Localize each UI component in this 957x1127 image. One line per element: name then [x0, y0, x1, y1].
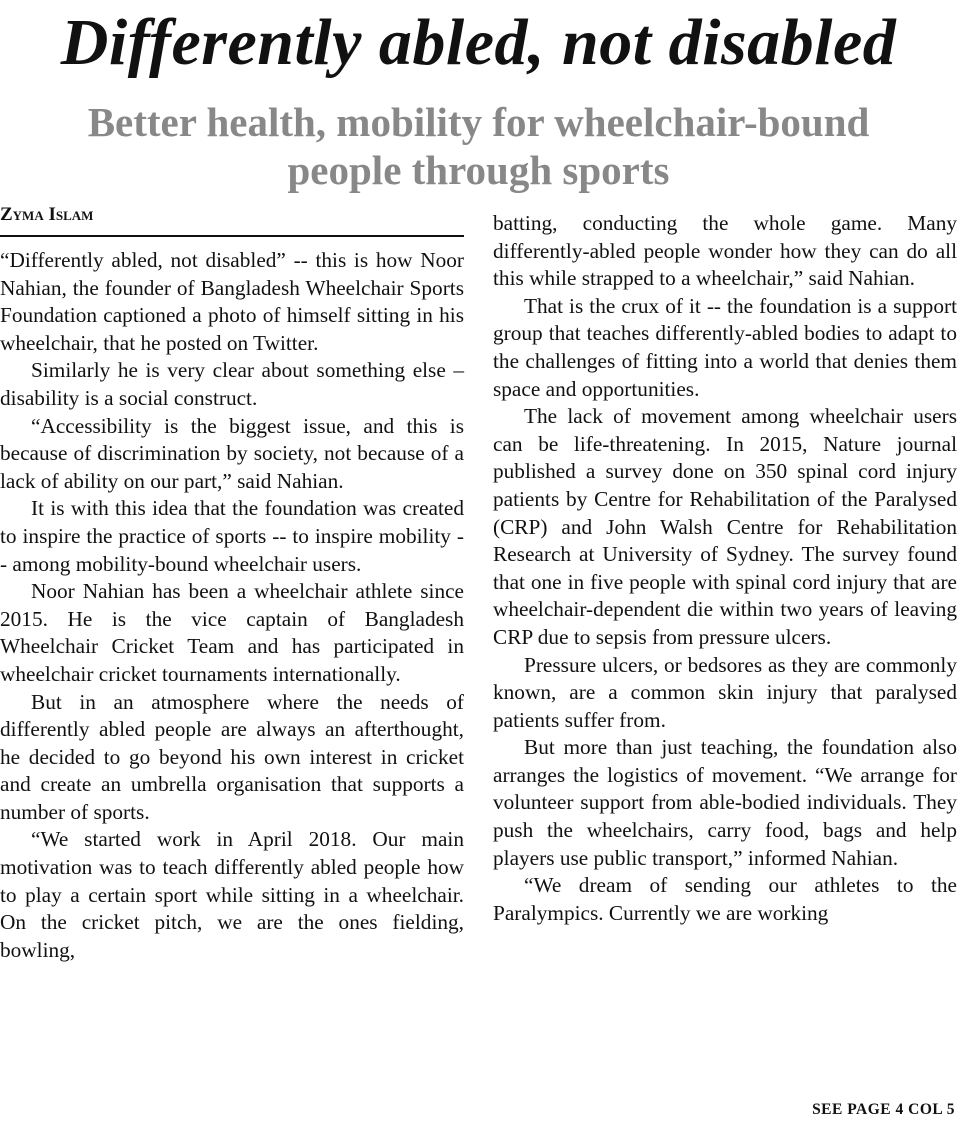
paragraph: “Accessibility is the biggest issue, and this is because of discrimination by society, not because of a lack of ability on our part,” said Nahian.	[0, 413, 464, 493]
jump-line: SEE PAGE 4 COL 5	[812, 1101, 955, 1118]
subheadline: Better health, mobility for wheelchair-bound people through sports	[87, 99, 870, 193]
paragraph-continuation: batting, conducting the whole game. Many differently-abled people wonder how they can do all this while strapped to a wheelchair,” said Nahian.	[493, 211, 957, 291]
paragraph: That is the crux of it -- the foundation is a support group that teaches differently-abled bodies to adapt to the challenges of fitting into a world that denies them space and opportunities.	[493, 293, 957, 401]
paragraph: “We dream of sending our athletes to the Paralympics. Currently we are working	[493, 873, 957, 925]
paragraph: But more than just teaching, the foundation also arranges the logistics of movement. “We arrange for volunteer support from able-bodied individuals. They push the wheelchairs, carry food, bags and help players use public transport,” informed Nahian.	[493, 735, 957, 870]
paragraph: The lack of movement among wheelchair users can be life-threatening. In 2015, Nature journal published a survey done on 350 spinal cord injury patients by Centre for Rehabilitation of the Paralysed (CRP) and John Walsh Centre for Rehabilitation Research at University of Sydney. The survey found that one in five people with spinal cord injury that are wheelchair-dependent die within two years of leaving CRP due to sepsis from pressure ulcers.	[493, 404, 957, 649]
paragraph: Noor Nahian has been a wheelchair athlete since 2015. He is the vice captain of Bangladesh Wheelchair Cricket Team and has participated in wheelchair cricket tournaments internationally.	[0, 579, 464, 686]
byline: Zyma Islam	[0, 204, 464, 237]
headline: Differently abled, not disabled	[60, 6, 897, 79]
paragraph: “Differently abled, not disabled” -- this is how Noor Nahian, the founder of Bangladesh Wheelchair Sports Foundation captioned a photo of himself sitting in his wheelchair, that he posted on Twitter.	[0, 248, 464, 355]
paragraph: It is with this idea that the foundation was created to inspire the practice of sports -- to inspire mobility -- among mobility-bound wheelchair users.	[0, 496, 464, 576]
paragraph: “We started work in April 2018. Our main motivation was to teach differently abled people how to play a certain sport while sitting in a wheelchair. On the cricket pitch, we are the ones fielding, bowling,	[0, 827, 464, 962]
paragraph: Similarly he is very clear about something else – disability is a social construct.	[0, 358, 464, 410]
right-column	[493, 210, 957, 927]
left-column	[0, 247, 464, 964]
paragraph: Pressure ulcers, or bedsores as they are commonly known, are a common skin injury that paralysed patients suffer from.	[493, 652, 957, 732]
paragraph: But in an atmosphere where the needs of differently abled people are always an afterthought, he decided to go beyond his own interest in cricket and create an umbrella organisation that supports a number of sports.	[0, 689, 464, 824]
